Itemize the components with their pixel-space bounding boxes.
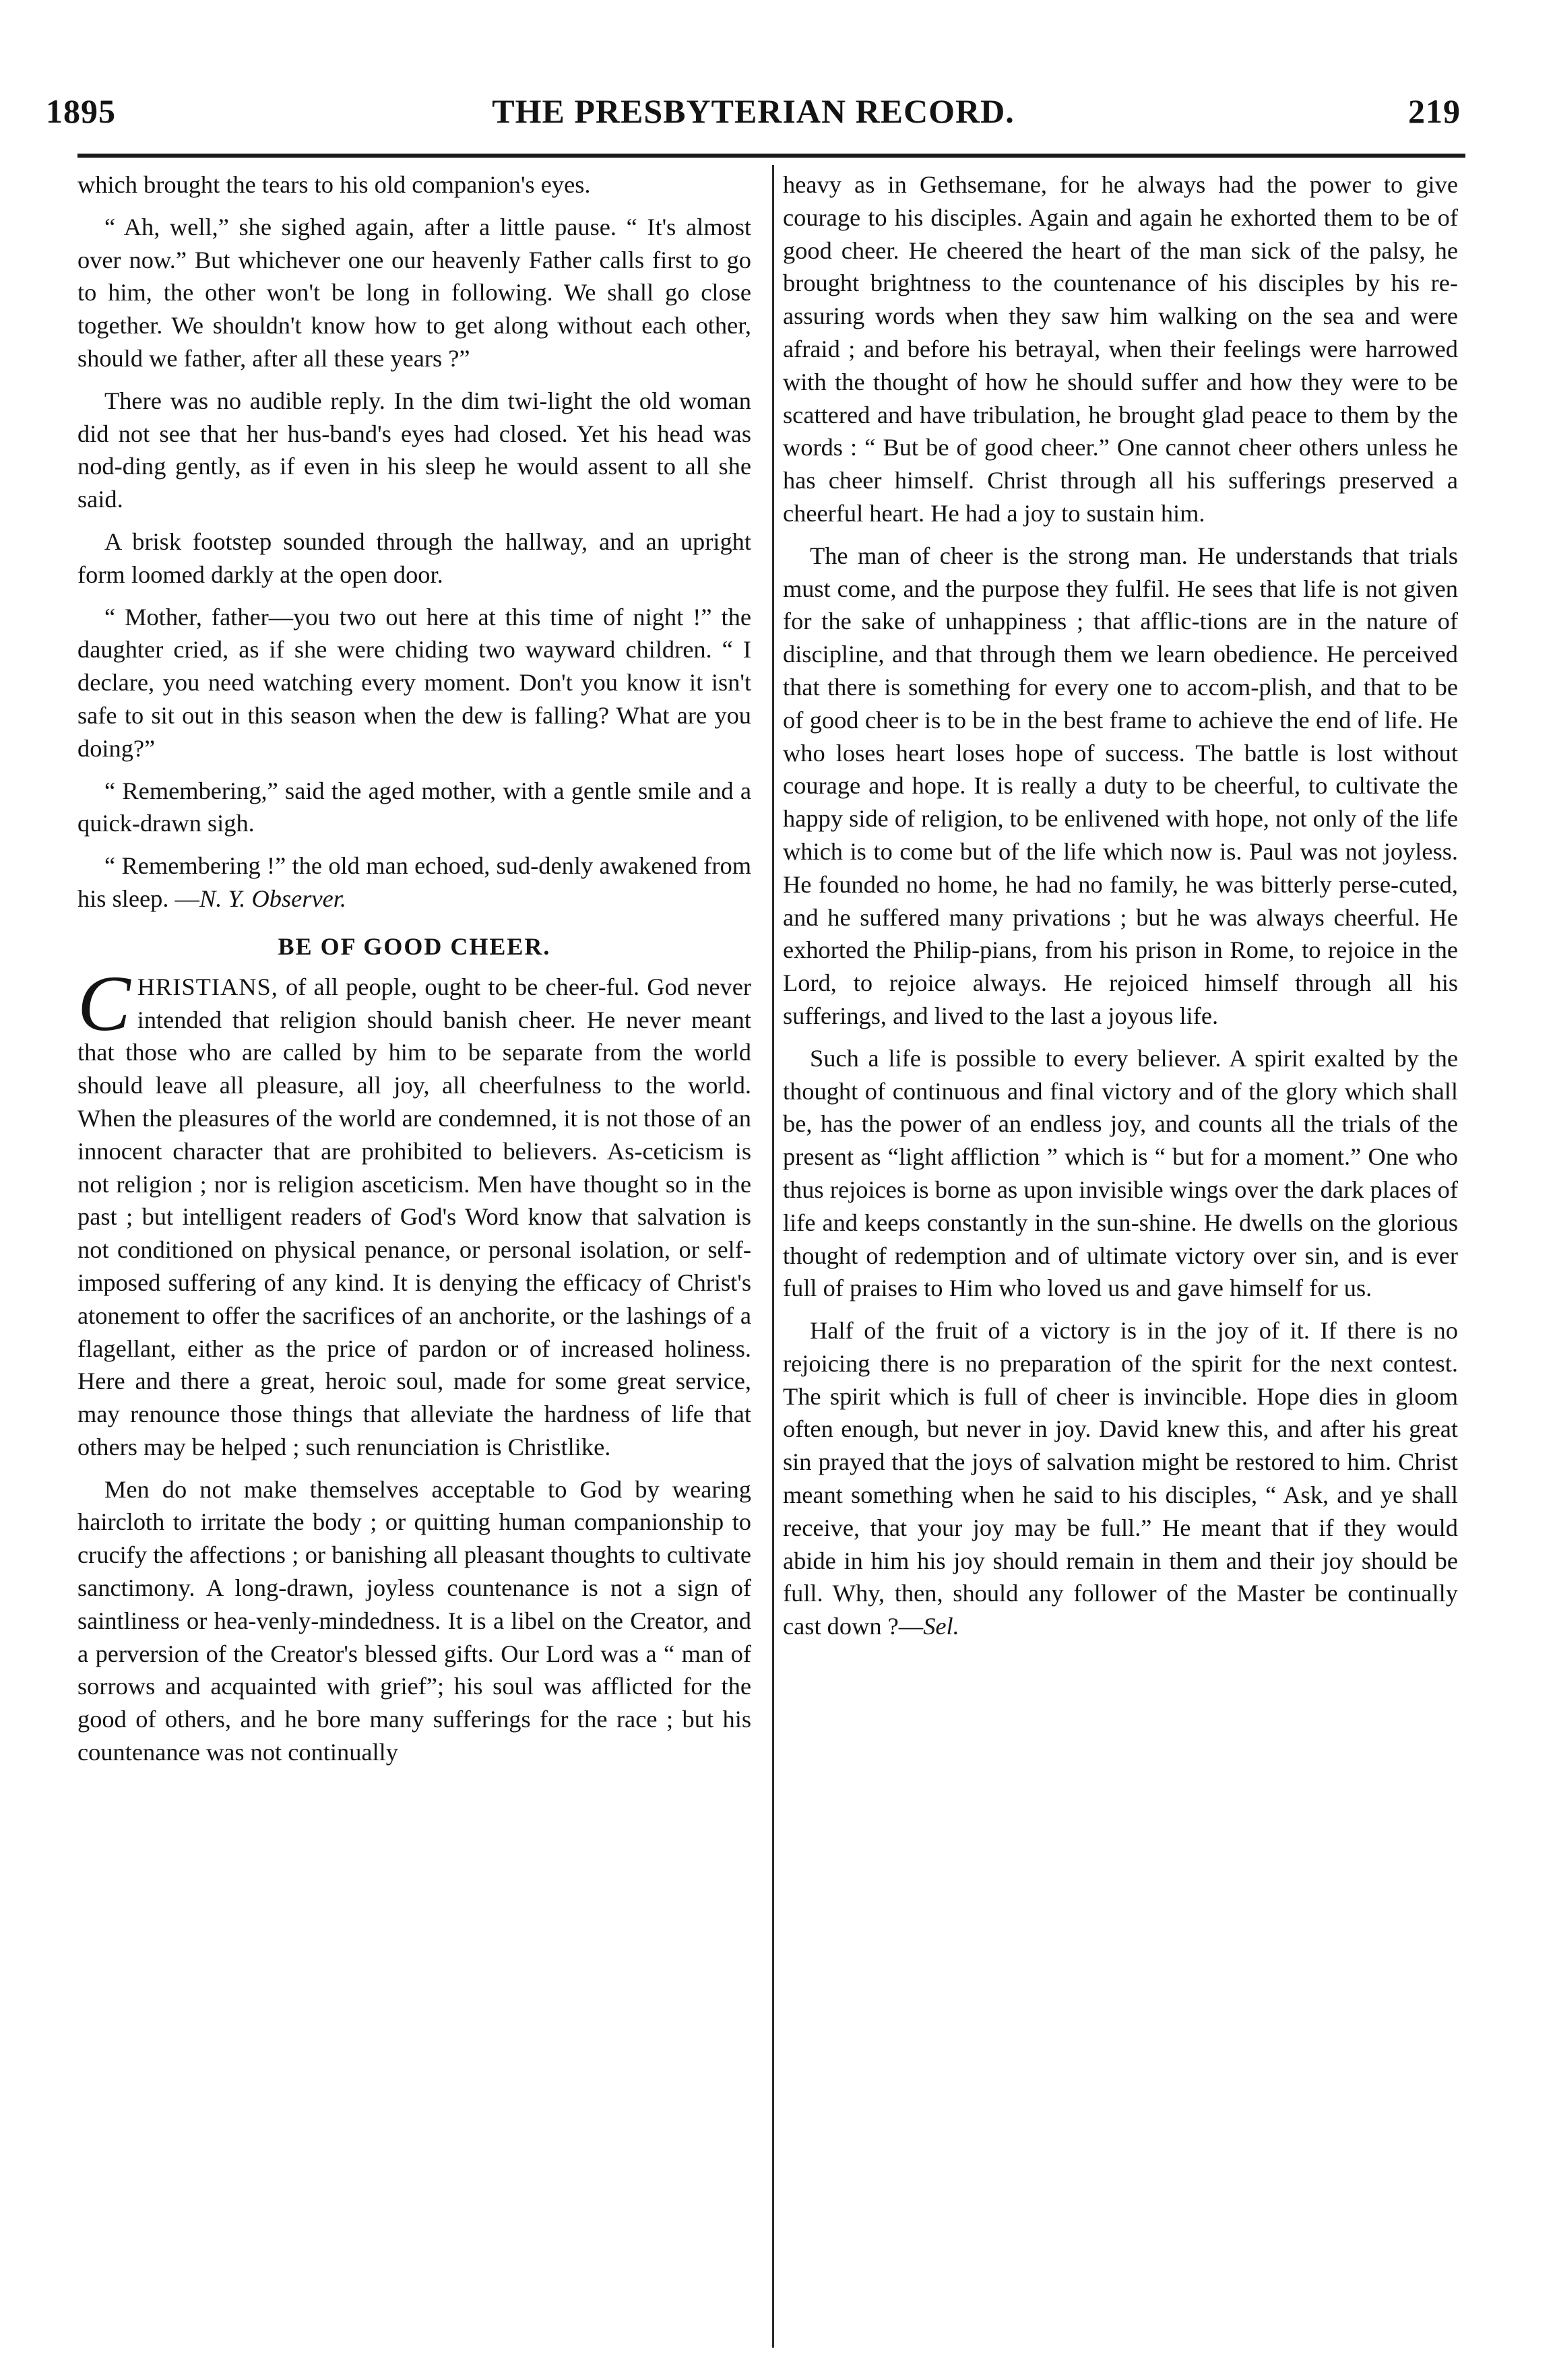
- lead-word: HRISTIANS,: [137, 973, 278, 1000]
- right-column: [783, 168, 1458, 1643]
- paragraph-text: Half of the fruit of a victory is in the joy of it. If there is no rejoicing there is no preparation of the spirit for the next contest. The spirit which is full of cheer is invincible. Hope dies in gloom often enough, but never in joy. David knew this, and after his great sin prayed that the joys of salvation might be restored to him. Christ meant something when he said to his disciples, “ Ask, and ye shall receive, that your joy may be full.” He meant that if they would abide in him his joy should remain in them and their joy should be full. Why, then, should any follower of the Master be continually cast down ?—: [783, 1317, 1458, 1640]
- drop-cap: C: [77, 959, 131, 1048]
- source-citation: Sel.: [923, 1613, 959, 1640]
- page-header: [46, 81, 1461, 141]
- column-divider: [772, 165, 774, 2348]
- header-rule: [77, 154, 1465, 158]
- left-column: [77, 168, 751, 1769]
- source-citation: N. Y. Observer.: [199, 885, 346, 912]
- paragraph: [77, 849, 751, 915]
- paragraph: “ Remembering,” said the aged mother, with a gentle smile and a quick-drawn sigh.: [77, 777, 751, 837]
- page-number: 219: [1408, 92, 1461, 130]
- paragraph: “ Mother, father—you two out here at this time of night !” the daughter cried, as if she were chiding two wayward children. “ I declare, you need watching every moment. Don't you know it isn't safe to sit out in this season when the dew is falling? What are you doing?”: [77, 603, 751, 762]
- paragraph-text: “ Remembering !” the old man echoed, sud-denly awakened from his sleep. —: [77, 852, 751, 912]
- publication-title: THE PRESBYTERIAN RECORD.: [492, 92, 1015, 130]
- paragraph: Such a life is possible to every believer. A spirit exalted by the thought of continuous and final victory and of the glory which shall be, has the power of an endless joy, and counts all the trials of the present as “light affliction ” which is “ but for a moment.” One who thus rejoices is borne as upon invisible wings over the dark places of life and keeps constantly in the sun-shine. He dwells on the glorious thought of redemption and of ultimate victory over sin, and is ever full of praises to Him who loved us and gave himself for us.: [783, 1044, 1458, 1302]
- section-heading: BE OF GOOD CHEER.: [278, 932, 551, 960]
- paragraph: heavy as in Gethsemane, for he always had the power to give courage to his disciples. Again and again he exhorted them to be of good cheer. He cheered the heart of the man sick of the palsy, he brought brightness to the countenance of his disciples by his re-assuring words when they saw him walking on the sea and were afraid ; and before his betrayal, when their feelings were harrowed with the thought of how he should suffer and how they were to be scattered and have tribulation, he brought glad peace to them by the words : “ But be of good cheer.” One cannot cheer others unless he has cheer himself. Christ through all his sufferings preserved a cheerful heart. He had a joy to sustain him.: [783, 171, 1458, 527]
- paragraph: Men do not make themselves acceptable to God by wearing haircloth to irritate the body ; or quitting human companionship to crucify the affections ; or banishing all pleasant thoughts to cultivate sanctimony. A long-drawn, joyless countenance is not a sign of saintliness or hea-venly-mindedness. It is a libel on the Creator, and a perversion of the Creator's blessed gifts. Our Lord was a “ man of sorrows and acquainted with grief”; his soul was afflicted for the good of others, and he bore many sufferings for the race ; but his countenance was not continually: [77, 1475, 751, 1766]
- paragraph-text: of all people, ought to be cheer-ful. God never intended that religion should banish cheer. He never meant that those who are called by him to be separate from the world should leave all pleasure, all joy, all cheerfulness to the world. When the pleasures of the world are condemned, it is not those of an innocent character that are prohibited to believers. As-ceticism is not religion ; nor is religion asceticism. Men have thought so in the past ; but intelligent readers of God's Word know that salvation is not conditioned on physical penance, or personal isolation, or self-imposed suffering of any kind. It is denying the efficacy of Christ's atonement to offer the sacrifices of an anchorite, or the lashings of a flagellant, either as the price of pardon or of increased holiness. Here and there a great, heroic soul, made for some great service, may renounce those things that alleviate the hardness of life that others may be helped ; such renunciation is Christlike.: [77, 973, 751, 1460]
- paragraph: [783, 1314, 1458, 1643]
- paragraph: There was no audible reply. In the dim twi-light the old woman did not see that her hus-band's eyes had closed. Yet his head was nod-ding gently, as if even in his sleep he would assent to all she said.: [77, 387, 751, 513]
- paragraph: which brought the tears to his old companion's eyes.: [77, 171, 591, 198]
- paragraph: “ Ah, well,” she sighed again, after a little pause. “ It's almost over now.” But whichever one our heavenly Father calls first to go to him, the other won't be long in following. We shall go close together. We shouldn't know how to get along without each other, should we father, after all these years ?”: [77, 213, 751, 372]
- header-year: 1895: [46, 92, 116, 130]
- paragraph: [77, 959, 751, 1464]
- paragraph: A brisk footstep sounded through the hallway, and an upright form loomed darkly at the open door.: [77, 527, 751, 588]
- paragraph: The man of cheer is the strong man. He understands that trials must come, and the purpose they fulfil. He sees that life is not given for the sake of unhappiness ; that afflic-tions are in the nature of discipline, and that through them we learn obedience. He perceived that there is something for every one to accom-plish, and that to be of good cheer is to be in the best frame to achieve the end of life. He who loses heart loses hope of success. The battle is lost without courage and hope. It is really a duty to be cheerful, to cultivate the happy side of religion, to be enlivened with hope, not only of the life which is to come but of the life which now is. Paul was not joyless. He founded no home, he had no family, he was bitterly perse-cuted, and he suffered many privations ; but he was always cheerful. He exhorted the Philip-pians, from his prison in Rome, to rejoice in the Lord, to rejoice always. He rejoiced himself through all his sufferings, and lived to the last a joyous life.: [783, 542, 1458, 1029]
